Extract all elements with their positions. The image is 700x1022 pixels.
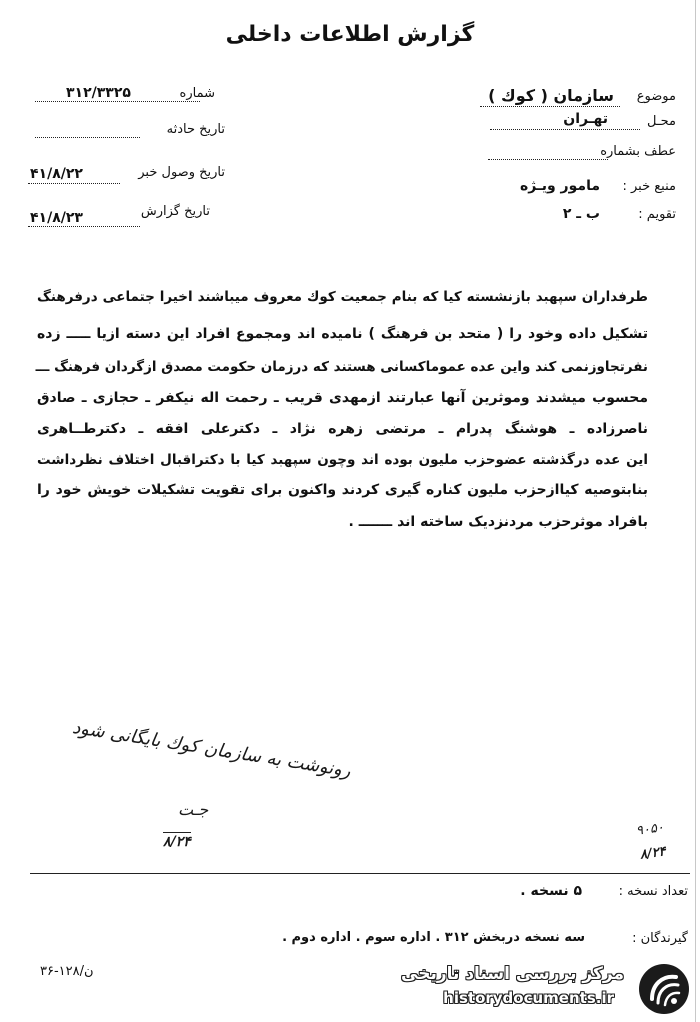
handwritten-initials: جـت bbox=[178, 800, 209, 819]
reference-label: عطف بشماره bbox=[600, 144, 676, 159]
body-line: بافراد موثرحزب مردنزدیک ساخته اند ـــــــ . bbox=[348, 514, 648, 530]
location-dotted-line bbox=[490, 129, 640, 130]
copies-value: ۵ نسخه . bbox=[520, 883, 582, 899]
number-dotted-line bbox=[35, 101, 200, 102]
handwritten-corner-number: ۹۰۵۰ bbox=[635, 820, 665, 839]
recipients-value: سه نسخه دربخش ۳۱۲ . اداره سوم . اداره دوم . bbox=[282, 930, 585, 945]
logo-site: historydocuments.ir bbox=[443, 989, 614, 1007]
incident-date-dotted-line bbox=[35, 137, 140, 138]
subject-label: موضوع bbox=[636, 89, 676, 104]
location-label: محـل bbox=[646, 114, 676, 129]
document-title: گزارش اطلاعات داخلی bbox=[225, 22, 475, 47]
incident-date-label: تاریخ حادثه bbox=[166, 122, 225, 137]
received-date-value: ۴۱/۸/۲۲ bbox=[30, 166, 83, 182]
scan-edge-line bbox=[695, 0, 696, 1022]
copies-label: تعداد نسخه : bbox=[618, 884, 688, 899]
calendar-label: تقویم : bbox=[638, 207, 676, 222]
logo-name: مرکز بررسی اسناد تاریخی bbox=[401, 964, 624, 984]
calendar-value: ب ـ ۲ bbox=[562, 206, 600, 222]
recipients-label: گیرندگان : bbox=[632, 931, 688, 946]
body-line: محسوب میشدند وموثرین آنها عبارتند ازمهدی قریب ـ رحمت اله نیکفر ـ حجازی ـ صادق bbox=[37, 390, 648, 406]
source-label: منبع خبر : bbox=[622, 179, 676, 194]
subject-value: سازمان ( کوك ) bbox=[488, 86, 614, 105]
body-line: تشکیل داده وخود را ( متحد بن فرهنگ ) نامیده اند ومجموع افراد این دسته ازیا ـــــ زده bbox=[37, 326, 648, 342]
report-date-label: تاریخ گزارش bbox=[140, 204, 210, 219]
body-line: نفرتجاوزنمی کند واین عده عموماکسانی هستند که درزمان حکومت مصدق ازگردان فرهنگ ـــ bbox=[35, 359, 648, 375]
footer-divider bbox=[30, 873, 690, 874]
location-value: تهـران bbox=[563, 111, 608, 127]
handwritten-corner-date: ۸/۲۴ bbox=[639, 844, 667, 863]
received-date-dotted-line bbox=[28, 183, 120, 184]
history-documents-emblem-icon bbox=[638, 963, 690, 1015]
body-line: این عده درگذشته عضوحزب ملیون بوده اند وچون سپهبد کیا با دکتراقبال اختلاف نظرداشت bbox=[37, 452, 648, 468]
handwritten-note: رونوشت به سازمان کوك بایگانی شود bbox=[70, 716, 353, 782]
body-line: ناصرزاده ـ هوشنگ پدرام ـ مرتضی زهره نژاد ـ دکترعلی افقه ـ دکترطــاهری bbox=[37, 421, 648, 437]
body-line: طرفداران سپهبد بازنشسته کیا که بنام جمعیت کوك معروف میباشند اخیرا جتماعی درفرهنگ bbox=[37, 289, 648, 305]
file-code: ۳۶-۱۲۸/ن bbox=[40, 964, 94, 979]
report-date-value: ۴۱/۸/۲۳ bbox=[30, 210, 83, 226]
reference-dotted-line bbox=[488, 159, 608, 160]
subject-dotted-line bbox=[480, 106, 620, 107]
body-line: بنابتوصیه کیاازحزب ملیون کناره گیری کردند واکنون برای تقویت تشکیلات خویش خود را bbox=[37, 482, 648, 498]
number-label: شماره bbox=[179, 86, 215, 101]
source-value: مامور ویـژه bbox=[519, 178, 600, 194]
number-value: ۳۱۲/۳۳۲۵ bbox=[66, 85, 131, 101]
handwritten-note-date: ۸/۲۴ bbox=[163, 834, 191, 850]
report-date-dotted-line bbox=[28, 226, 140, 227]
received-date-label: تاریخ وصول خبر bbox=[138, 165, 225, 180]
